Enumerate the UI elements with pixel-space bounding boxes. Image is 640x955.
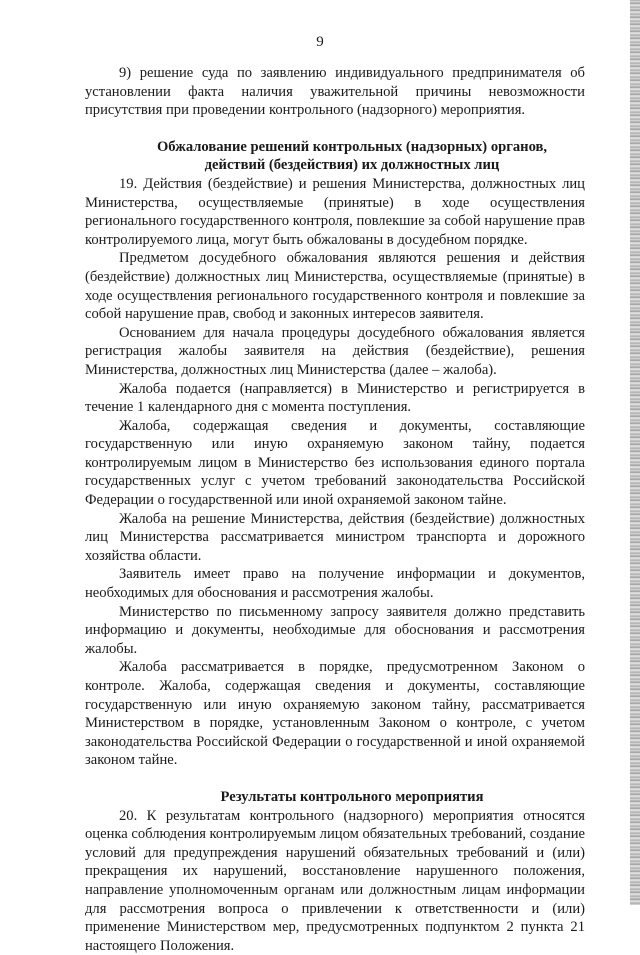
results-paragraph-20: 20. К результатам контрольного (надзорного) мероприятия относятся оценка соблюдения контролируемым лицом обязательных требований, создание условий для предупреждения нарушений обязательных требований и (или) прекращения их нарушений, восстановление нарушенного положения, направление уполномоченным органам или должностным лицам информации для рассмотрения вопроса о привлечении к ответственности и (или) применение Министерством мер, предусмотренных подпунктом 2 пункта 21 настоящего Положения. bbox=[85, 807, 585, 954]
page-number: 9 bbox=[316, 34, 324, 50]
appeal-heading-line1: Обжалование решений контрольных (надзорных) органов, bbox=[156, 138, 548, 155]
appeal-paragraph-basis: Основанием для начала процедуры досудебного обжалования является регистрация жалобы заявителя на действия (бездействие), решения Министерства, должностных лиц Министерства (далее – жалоба). bbox=[85, 324, 585, 378]
appeal-paragraph-secret: Жалоба, содержащая сведения и документы, составляющие государственную или иную охраняемую законом тайну, подается контролируемым лицом в Министерство без использования единого портала государственных услуг с учетом требований законодательства Российской Федерации о государственной или иной охраняемой законом тайне. bbox=[85, 417, 585, 509]
appeal-paragraph-procedure: Жалоба рассматривается в порядке, предусмотренном Законом о контроле. Жалоба, содержащая сведения и документы, составляющие государственную или иную охраняемую законом тайну, рассматривается Министерством в порядке, установленным Законом о контроле, с учетом законодательства Российской Федерации о государственной и иной охраняемой законом тайне. bbox=[85, 659, 585, 769]
spacer bbox=[85, 770, 585, 788]
appeal-paragraph-subject: Предметом досудебного обжалования являются решения и действия (бездействие) должностных лиц Министерства, осуществляемые (принятые) в ходе осуществления регионального государственного контроля и повлекшие за собой нарушение прав, свобод и законных интересов заявителя. bbox=[85, 250, 585, 323]
results-heading: Результаты контрольного мероприятия bbox=[220, 788, 484, 805]
appeal-paragraph-19: 19. Действия (бездействие) и решения Министерства, должностных лиц Министерства, осуществляемые (принятые) в ходе осуществления регионального государственного контроля, повлекшие за собой нарушение прав контролируемого лица, могут быть обжалованы в досудебном порядке. bbox=[85, 175, 585, 248]
appeal-paragraph-minister: Жалоба на решение Министерства, действия (бездействие) должностных лиц Министерства рассматривается министром транспорта и дорожного хозяйства области. bbox=[85, 510, 585, 564]
spacer bbox=[85, 120, 585, 138]
appeal-heading-line2: действий (бездействия) их должностных лиц bbox=[204, 157, 500, 174]
item-9-paragraph: 9) решение суда по заявлению индивидуального предпринимателя об установлении факта наличия уважительной причины невозможности присутствия при проведении контрольного (надзорного) мероприятия. bbox=[85, 65, 585, 119]
document-body bbox=[85, 64, 585, 955]
scan-edge bbox=[630, 0, 640, 905]
appeal-paragraph-filing: Жалоба подается (направляется) в Министерство и регистрируется в течение 1 календарного дня с момента поступления. bbox=[85, 380, 585, 416]
appeal-paragraph-request: Министерство по письменному запросу заявителя должно представить информацию и документы, необходимые для обоснования и рассмотрения жалобы. bbox=[85, 603, 585, 657]
appeal-paragraph-right: Заявитель имеет право на получение информации и документов, необходимых для обоснования и рассмотрения жалобы. bbox=[85, 566, 585, 602]
